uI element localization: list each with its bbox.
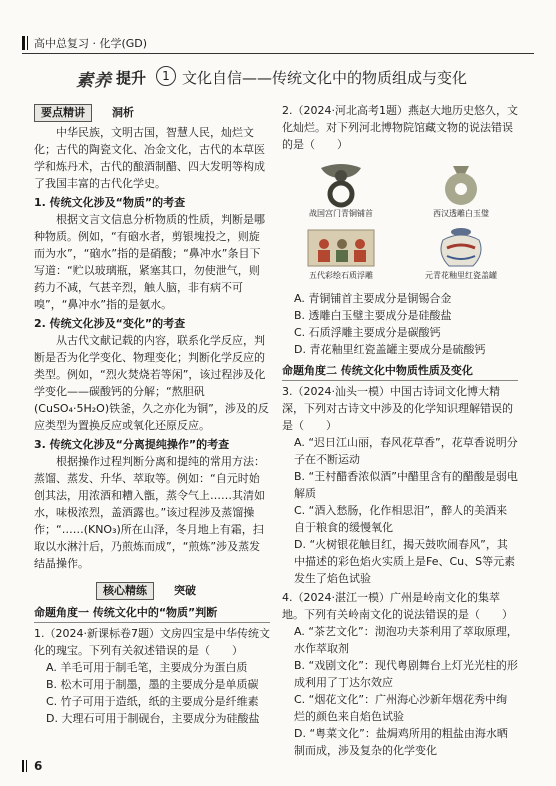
section-badge-box: 核心精练 <box>96 582 154 600</box>
figure-caption: 元青花釉里红瓷盖罐 <box>425 271 497 280</box>
section-badge-box: 要点精讲 <box>34 104 92 122</box>
figure-caption: 五代彩绘石质浮雕 <box>309 271 373 280</box>
q3-option-d: D. “火树银花触目红，揭天鼓吹闹春风”，其中描述的彩色焰火实质上是Fe、Cu、S等元素发生了焰色试验 <box>294 538 516 585</box>
right-column-questions <box>282 290 518 759</box>
q3-option-c: C. “酒入愁肠，化作相思泪”，醉人的美酒来自于粮食的缓慢氧化 <box>294 504 508 534</box>
figure-caption: 战国宫门青铜铺首 <box>309 209 373 218</box>
q2-option-d: D. 青花釉里红瓷盖罐主要成分是硫酸钙 <box>294 343 486 356</box>
section-badge-label: 突破 <box>174 584 196 597</box>
q2-option-c: C. 石质浮雕主要成分是碳酸钙 <box>294 326 441 339</box>
q2-option-b: B. 透雕白玉璧主要成分是硅酸盐 <box>294 309 452 322</box>
q2-stem: 2.（2024·河北高考1题）燕赵大地历史悠久，文化灿烂。对下列河北博物院馆藏文物的说法错误的是（ ） <box>282 104 518 151</box>
point-3-body: 根据操作过程判断分离和提纯的常用方法：蒸馏、蒸发、升华、萃取等。例如：“自元时始创其法，用浓酒和糟入甑，蒸令气上……其清如水，味极浓烈，盖酒露也。”该过程涉及蒸馏操作；“……(KNO₃)所在山泽，冬月地上有霜，扫取以水淋汁后，乃煎炼而成”，“煎炼”涉及蒸发结晶操作。 <box>34 455 265 570</box>
stone-relief-image <box>306 226 376 270</box>
header-bar-thick <box>22 36 25 50</box>
point-2-body: 从古代文献记载的内容，联系化学反应，判断是否为化学变化、物理变化；判断化学反应的类型。例如，“烈火焚烧若等闲”，该过程涉及化学变化——碳酸钙的分解；“熬胆矾(CuSO₄·5H₂O)铁釜，久之亦化为铜”，涉及的反应类型为置换反应或氧化还原反应。 <box>34 334 269 432</box>
point-1-body: 根据文言文信息分析物质的性质，判断是哪种物质。例如，“有硇水者，剪银塊投之，则旋而为水”，“硇水”指的是硝酸；“鼻冲水”条目下写道：“贮以玻璃瓶，紧塞其口，勿使泄气，则药力不减，气甚辛烈，触人脑，非有病不可嗅”，“鼻冲水”指的是氨水。 <box>34 213 265 311</box>
footer-bar-thin <box>26 760 27 772</box>
q4-option-b: B. “戏剧文化”：现代粤剧舞台上灯光光柱的形成利用了丁达尔效应 <box>294 659 518 689</box>
section-badge-label: 洞析 <box>112 106 134 119</box>
title-badge-b: 提升 <box>116 69 147 87</box>
q2-option-a: A. 青铜铺首主要成分是铜锡合金 <box>294 292 452 305</box>
left-column-questions <box>34 604 270 727</box>
porcelain-jar-image <box>433 226 489 270</box>
q4-option-d: D. “粤菜文化”：盐焗鸡所用的粗盐由海水晒制而成，涉及复杂的化学变化 <box>294 727 508 757</box>
left-column <box>34 124 270 572</box>
point-2-heading: 2. 传统文化涉及“变化”的考查 <box>34 317 186 330</box>
q1-option-d: D. 大理石可用于制砚台，主要成分为硅酸盐 <box>46 712 260 725</box>
bronze-knocker-image <box>311 162 371 208</box>
title-text: 文化自信——传统文化中的物质组成与变化 <box>182 69 468 87</box>
angle-1-heading: 命题角度一 传统文化中的“物质”判断 <box>34 604 270 623</box>
section-badge-practice <box>96 582 236 600</box>
figure-caption: 西汉透雕白玉璧 <box>433 209 489 218</box>
jade-disc-image <box>431 162 491 208</box>
page-number: 6 <box>34 759 43 773</box>
q1-option-a: A. 羊毛可用于制毛笔，主要成分为蛋白质 <box>46 661 248 674</box>
point-1-heading: 1. 传统文化涉及“物质”的考查 <box>34 196 186 209</box>
header-rule <box>22 53 534 54</box>
q3-stem: 3.（2024·汕头一模）中国古诗词文化博大精深，下列对古诗文中涉及的化学知识理解错误的是（ ） <box>282 385 513 432</box>
header-text: 高中总复习 · 化学(GD) <box>34 37 148 50</box>
footer-bar-thick <box>22 760 24 772</box>
section-title <box>76 66 496 90</box>
title-badge-number: 1 <box>156 66 176 86</box>
q2-figures <box>282 162 520 286</box>
q1-option-b: B. 松木可用于制墨，墨的主要成分是单质碳 <box>46 678 259 691</box>
figure-stone-relief <box>282 226 400 281</box>
running-header <box>22 34 534 52</box>
q4-option-c: C. “烟花文化”：广州海心沙新年烟花秀中绚烂的颜色来自焰色试验 <box>294 693 508 723</box>
q2-block <box>282 100 518 153</box>
title-badge-a: 素养 <box>76 71 112 91</box>
q4-option-a: A. “茶艺文化”：沏泡功夫茶利用了萃取原理，水作萃取剂 <box>294 625 518 655</box>
header-bar-thin <box>27 36 28 50</box>
figure-porcelain-jar <box>402 226 520 281</box>
q3-option-a: A. “迟日江山丽，春风花草香”，花草香说明分子在不断运动 <box>294 436 518 466</box>
q1-option-c: C. 竹子可用于造纸，纸的主要成分是纤维素 <box>46 695 259 708</box>
q3-option-b: B. “王村醋香浓似酒”中醋里含有的醋酸是弱电解质 <box>294 470 518 500</box>
q4-stem: 4.（2024·湛江一模）广州是岭南文化的集萃地。下列有关岭南文化的说法错误的是（ ） <box>282 591 513 621</box>
point-3-heading: 3. 传统文化涉及“分离提纯操作”的考查 <box>34 438 230 451</box>
intro-paragraph: 中华民族，文明古国，智慧人民，灿烂文化；古代的陶瓷文化、冶金文化，古代的本草医学和炼丹术，古代的酿酒制醋、四大发明等构成了我国丰富的古代化学史。 <box>34 126 265 190</box>
q1-stem: 1.（2024·新课标卷7题）文房四宝是中华传统文化的瑰宝。下列有关叙述错误的是（ ） <box>34 627 270 657</box>
angle-2-heading: 命题角度二 传统文化中物质性质及变化 <box>282 362 518 381</box>
section-badge-key-points <box>34 104 184 122</box>
figure-jade-bi-disc <box>402 162 520 219</box>
figure-bronze-door-knocker <box>282 162 400 219</box>
